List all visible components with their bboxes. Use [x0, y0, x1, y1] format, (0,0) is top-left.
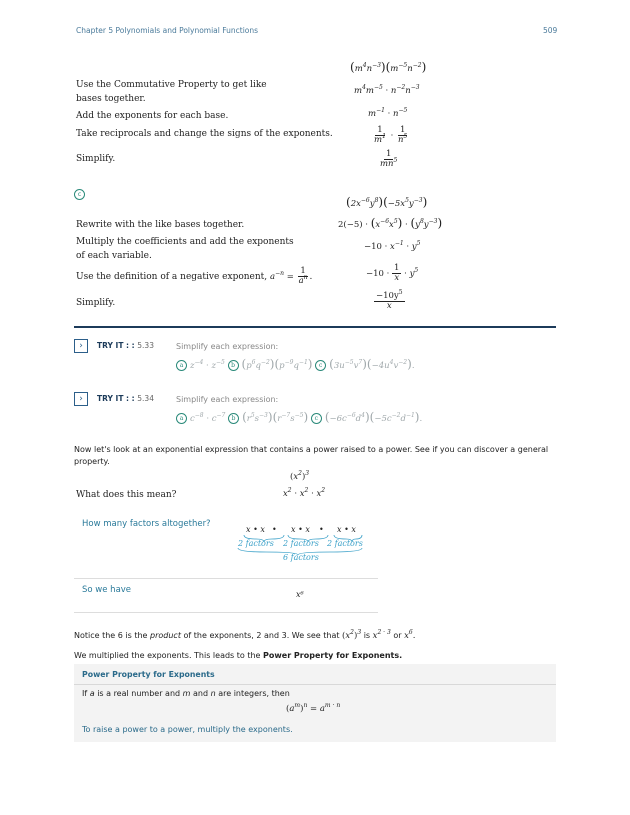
- tryit-533-prompt: Simplify each expression:: [176, 342, 279, 351]
- multiplied-line: We multiplied the exponents. This leads to the Power Property for Exponents.: [74, 651, 403, 660]
- tryit-534-label: TRY IT : : 5.34: [97, 394, 154, 403]
- intro-paragraph: Now let's look at an exponential expression that contains a power raised to a power. See if you can discover a general property.: [74, 445, 549, 466]
- expr-power: $(x^2)^3$: [290, 470, 310, 482]
- factor-dot-1: •: [272, 525, 277, 534]
- page-number: 509: [543, 26, 558, 35]
- expr-b-start: $(m^4n^{-3})(m^{-5}n^{-2})$: [350, 60, 427, 74]
- notice-line: Notice the 6 is the product of the exponents, 2 and 3. We see that $(x^2)^3$ is $x^{2 \cdot 3}$ or $x^6$.: [74, 629, 416, 641]
- part-c-label: c: [74, 184, 88, 203]
- expr-b-commutative: $m^4m^{-5} \cdot n^{-2}n^{-3}$: [354, 84, 420, 96]
- expr-b-add: $m^{-1} \cdot n^{-5}$: [368, 107, 408, 119]
- tryit-533-label: TRY IT : : 5.33: [97, 341, 154, 350]
- result-expr: x⁶: [296, 590, 304, 599]
- step-b1: Use the Commutative Property to get like: [76, 80, 267, 90]
- property-formula: $(a^m)^n = a^{m \cdot n}$: [286, 702, 341, 714]
- chapter-header: Chapter 5 Polynomials and Polynomial Functions: [76, 26, 259, 35]
- factor-dot-2: •: [319, 525, 324, 534]
- step-b4: Simplify.: [76, 154, 116, 164]
- power-property-title: Power Property for Exponents: [82, 670, 215, 679]
- expr-expanded: $x^2 \cdot x^2 \cdot x^2$: [283, 487, 326, 499]
- expr-b-result: $\frac{1}{mn^5}$: [380, 149, 398, 169]
- factor-label-2: 2 factors: [283, 539, 319, 548]
- tryit-534-prompt: Simplify each expression:: [176, 395, 279, 404]
- step-c2: Multiply the coefficients and add the exponents: [76, 237, 294, 247]
- step-c4: Simplify.: [76, 298, 116, 308]
- expr-c-start: $(2x^{-6}y^8)(-5x^5y^{-3})$: [346, 195, 428, 209]
- property-rule: To raise a power to a power, multiply the exponents.: [82, 725, 293, 734]
- chevron-right-icon: ›: [79, 341, 83, 351]
- box-divider: [74, 684, 556, 685]
- tryit-533-toggle[interactable]: [74, 339, 88, 353]
- step-c2-cont: of each variable.: [76, 251, 152, 261]
- factor-label-3: 2 factors: [327, 539, 363, 548]
- property-condition: If a is a real number and m and n are integers, then: [82, 689, 290, 698]
- question-meaning: What does this mean?: [76, 490, 177, 500]
- tryit-534-toggle[interactable]: [74, 392, 88, 406]
- factors-question: How many factors altogether?: [82, 519, 211, 529]
- step-b3: Take reciprocals and change the signs of the exponents.: [76, 129, 333, 139]
- expr-c-result: $\frac{-10y^5}{x}$: [376, 289, 403, 311]
- chevron-right-icon: ›: [79, 394, 83, 404]
- expr-b-reciprocal: $\frac{1}{m^1}$ · $\frac{1}{n^5}$: [374, 125, 408, 145]
- factor-group-2: x • x: [291, 525, 310, 534]
- so-we-have: So we have: [82, 585, 132, 595]
- section-divider: [74, 326, 556, 328]
- step-b1-cont: bases together.: [76, 94, 146, 104]
- factor-group-1: x • x: [246, 525, 265, 534]
- step-b2: Add the exponents for each base.: [76, 111, 229, 121]
- total-factors-label: 6 factors: [283, 553, 319, 562]
- factor-group-3: x • x: [337, 525, 356, 534]
- expr-c-rewrite: $2(-5) \cdot (x^{-6}x^5) \cdot (y^8y^{-3})$: [338, 216, 443, 230]
- step-c1: Rewrite with the like bases together.: [76, 220, 245, 230]
- expr-c-multiply: $-10 \cdot x^{-1} \cdot y^5$: [364, 240, 421, 252]
- factor-label-1: 2 factors: [238, 539, 274, 548]
- tryit-533-exercises: a $z^{-4} \cdot z^{-5}$ b $(p^6q^{-2})(p^{-9}q^{-1})$ c $(3u^{-5}v^7)(-4u^4v^{-2})$.: [176, 357, 415, 371]
- expr-c-negative: −10 · $\frac{1}{x}$ · $y^5$: [366, 263, 419, 283]
- tryit-534-exercises: a $c^{-8} \cdot c^{-7}$ b $(r^5s^{-3})(r^{-7}s^{-5})$ c $(-6c^{-6}d^4)(-5c^{-2}d^{-1})$.: [176, 410, 422, 424]
- step-c3: Use the definition of a negative exponent, $a^{-n}$ = $\frac{1}{a^n}$ .: [76, 266, 313, 286]
